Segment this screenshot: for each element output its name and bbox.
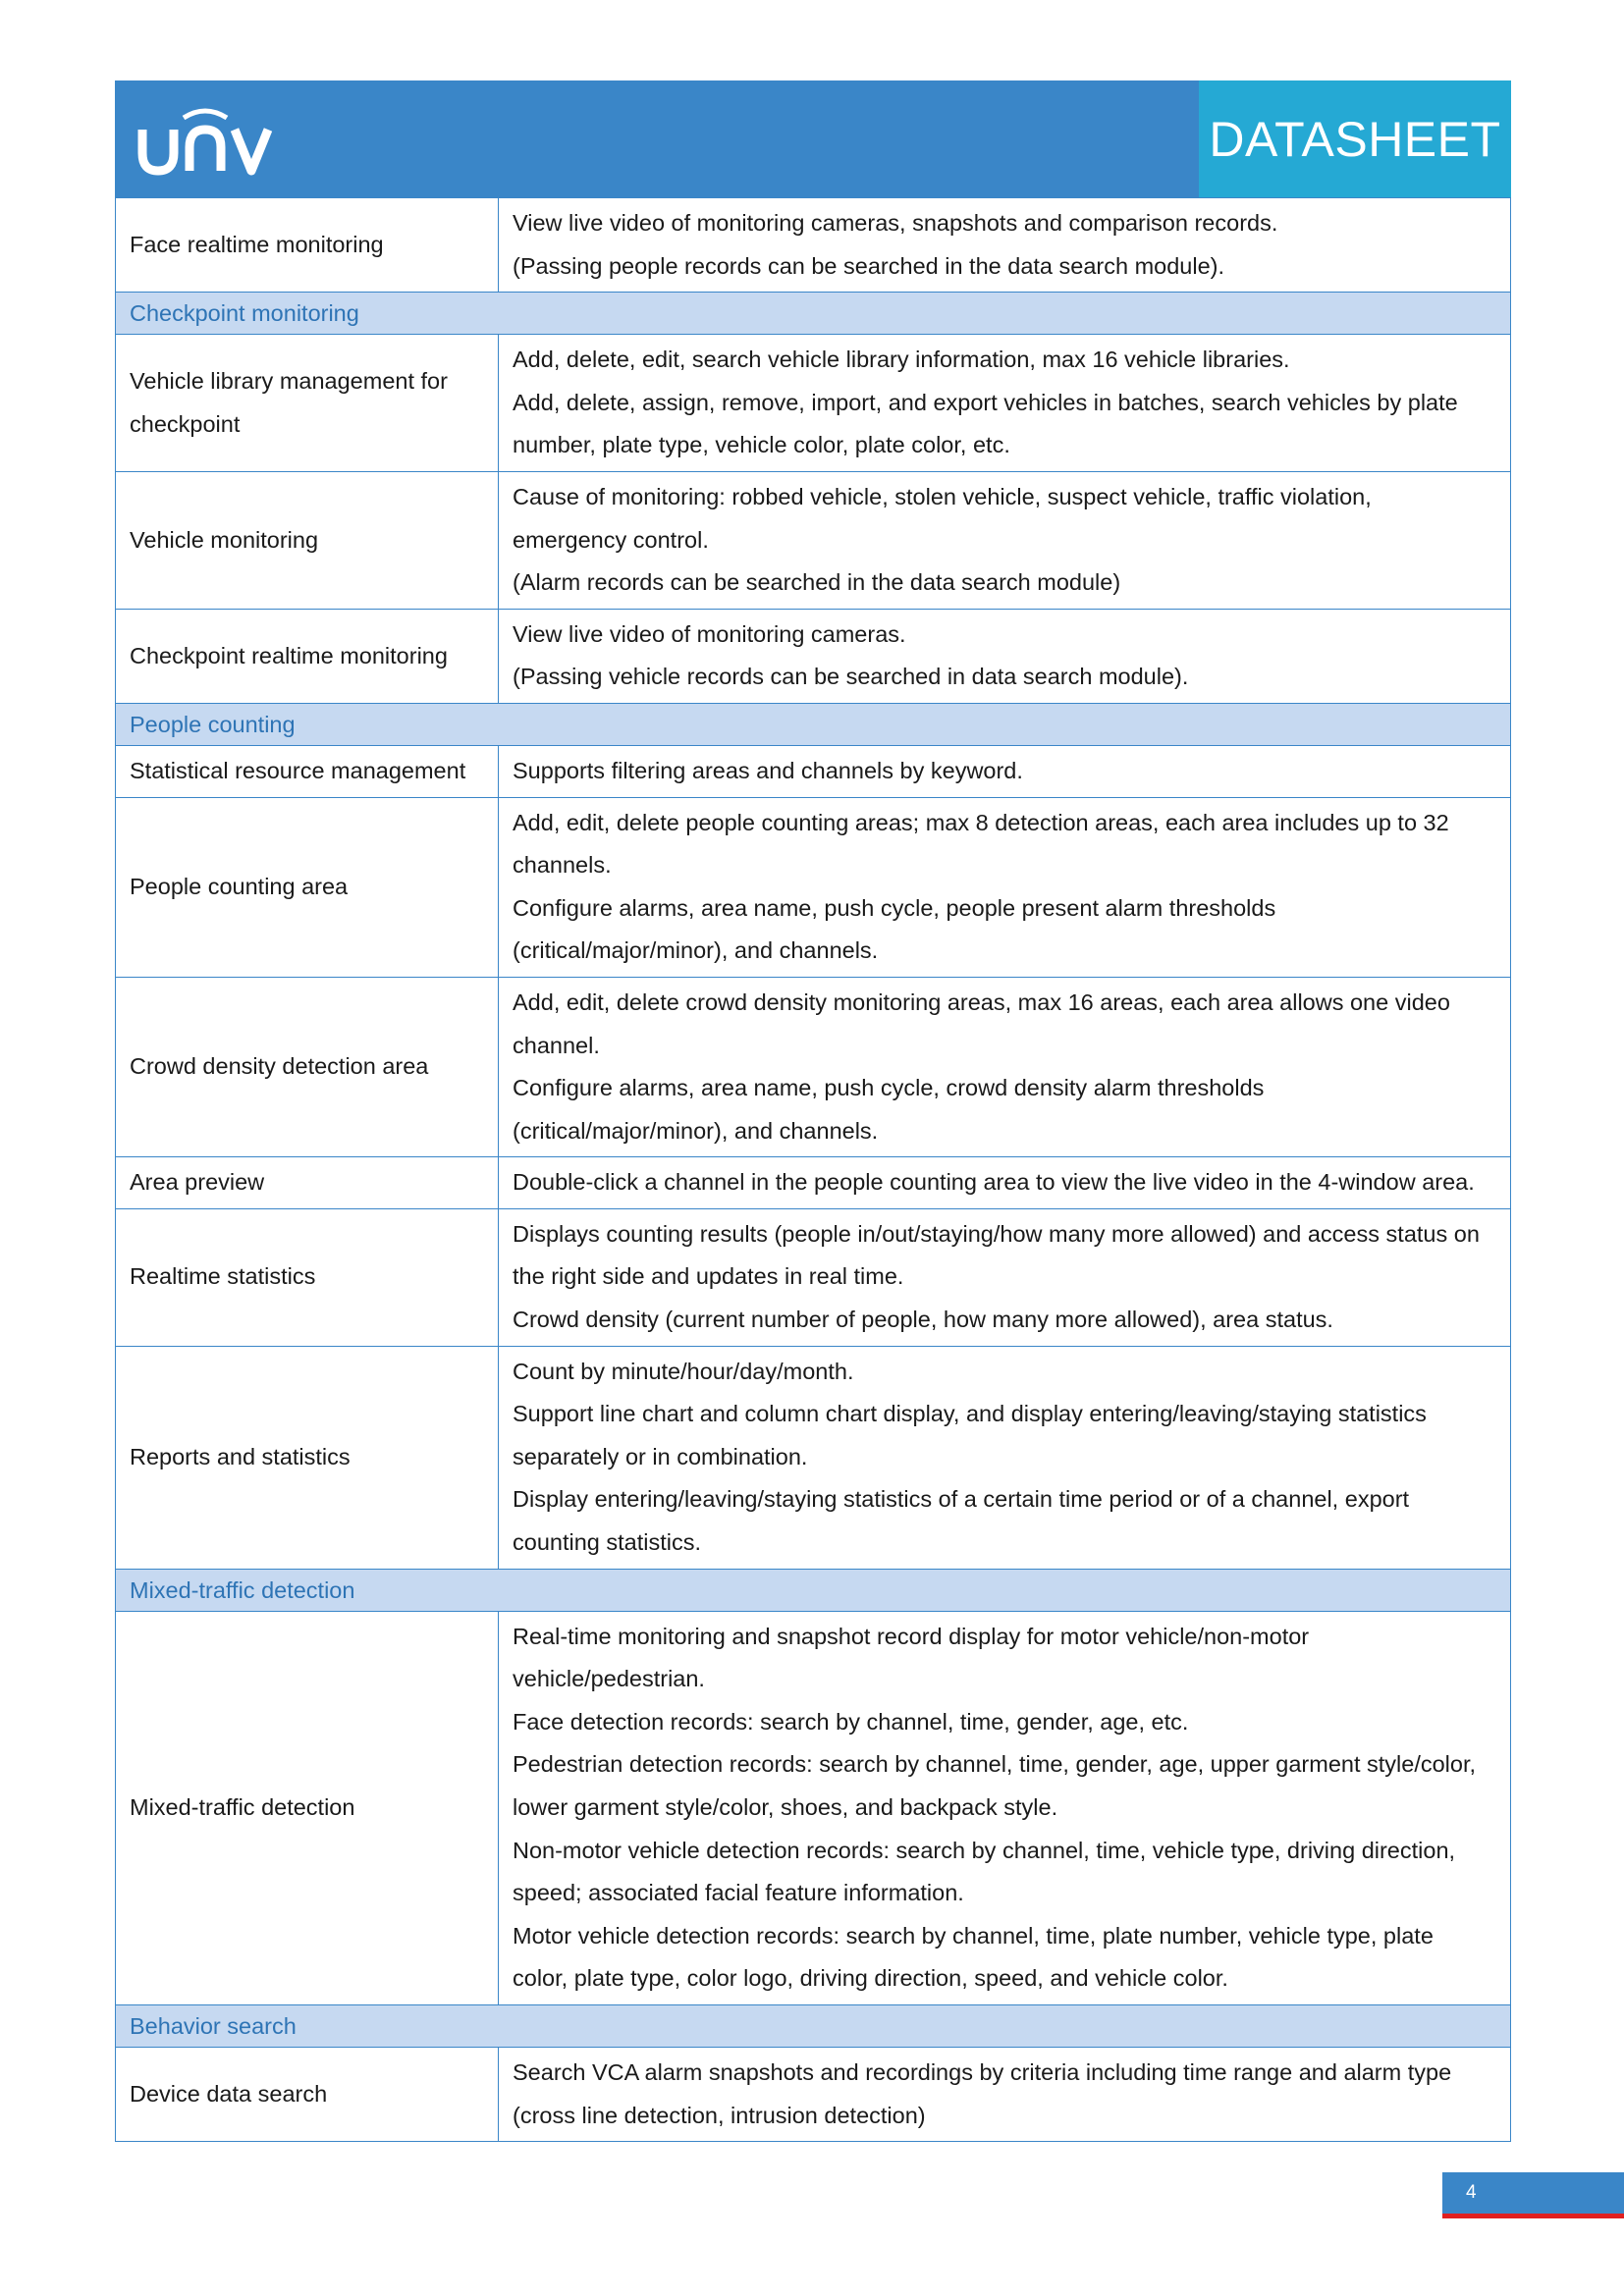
section-title: Mixed-traffic detection — [116, 1569, 1511, 1611]
section-header-row — [116, 1569, 1511, 1611]
feature-label: Checkpoint realtime monitoring — [116, 609, 499, 703]
section-header-row — [116, 2004, 1511, 2047]
feature-description — [499, 335, 1511, 472]
feature-label: Reports and statistics — [116, 1346, 499, 1569]
feature-description — [499, 609, 1511, 703]
description-line: Support line chart and column chart display, and display entering/leaving/staying statistics — [513, 1401, 1427, 1427]
feature-label: Area preview — [116, 1157, 499, 1209]
description-line: Configure alarms, area name, push cycle, people present alarm thresholds — [513, 894, 1276, 921]
description-line: channels. — [513, 852, 612, 879]
feature-label: People counting area — [116, 797, 499, 977]
description-line: Supports filtering areas and channels by keyword. — [513, 757, 1023, 783]
description-line: (Passing people records can be searched in the data search module). — [513, 252, 1225, 279]
feature-description — [499, 977, 1511, 1156]
table-row — [116, 471, 1511, 609]
unv-logo — [136, 102, 274, 181]
feature-label: Realtime statistics — [116, 1208, 499, 1346]
datasheet-badge: DATASHEET — [1199, 80, 1511, 197]
description-line: Count by minute/hour/day/month. — [513, 1358, 854, 1384]
table-row — [116, 335, 1511, 472]
table-row — [116, 745, 1511, 797]
page-number: 4 — [1466, 2182, 1477, 2203]
feature-label: Face realtime monitoring — [116, 198, 499, 293]
description-line: Face detection records: search by channel, time, gender, age, etc. — [513, 1708, 1189, 1735]
section-title: Checkpoint monitoring — [116, 293, 1511, 335]
table-row — [116, 609, 1511, 703]
description-line: Real-time monitoring and snapshot record display for motor vehicle/non-motor — [513, 1623, 1310, 1649]
description-line: Non-motor vehicle detection records: search by channel, time, vehicle type, driving direction, — [513, 1837, 1456, 1863]
section-header-row — [116, 293, 1511, 335]
feature-description — [499, 1346, 1511, 1569]
description-line: speed; associated facial feature information. — [513, 1880, 964, 1906]
table-row — [116, 198, 1511, 293]
table-row — [116, 2047, 1511, 2141]
feature-description — [499, 745, 1511, 797]
table-row — [116, 797, 1511, 977]
description-line: number, plate type, vehicle color, plate color, etc. — [513, 432, 1010, 458]
feature-description — [499, 471, 1511, 609]
description-line: emergency control. — [513, 526, 709, 553]
description-line: Configure alarms, area name, push cycle, crowd density alarm thresholds — [513, 1075, 1265, 1101]
description-line: View live video of monitoring cameras, snapshots and comparison records. — [513, 210, 1278, 236]
description-line: Add, delete, edit, search vehicle library information, max 16 vehicle libraries. — [513, 347, 1290, 373]
description-line: Double-click a channel in the people counting area to view the live video in the 4-window area. — [513, 1169, 1475, 1196]
description-line: Add, delete, assign, remove, import, and export vehicles in batches, search vehicles by plate — [513, 389, 1458, 415]
feature-label: Mixed-traffic detection — [116, 1611, 499, 2004]
description-line: (Alarm records can be searched in the data search module) — [513, 569, 1121, 596]
description-line: lower garment style/color, shoes, and backpack style. — [513, 1794, 1058, 1820]
description-line: Add, edit, delete people counting areas; max 8 detection areas, each area includes up to 32 — [513, 809, 1449, 835]
table-row — [116, 977, 1511, 1156]
page-number-box — [1442, 2172, 1624, 2214]
table-row — [116, 1346, 1511, 1569]
table-row — [116, 1611, 1511, 2004]
description-line: (cross line detection, intrusion detection) — [513, 2102, 926, 2128]
description-line: vehicle/pedestrian. — [513, 1666, 705, 1692]
section-title: People counting — [116, 703, 1511, 745]
feature-description — [499, 797, 1511, 977]
description-line: separately or in combination. — [513, 1443, 808, 1469]
document-header — [115, 80, 1511, 197]
description-line: Add, edit, delete crowd density monitoring areas, max 16 areas, each area allows one video — [513, 988, 1450, 1015]
description-line: View live video of monitoring cameras. — [513, 620, 906, 647]
feature-description — [499, 1157, 1511, 1209]
feature-description — [499, 1208, 1511, 1346]
description-line: the right side and updates in real time. — [513, 1263, 904, 1290]
description-line: counting statistics. — [513, 1529, 702, 1556]
feature-label: Vehicle library management for checkpoint — [116, 335, 499, 472]
description-line: (critical/major/minor), and channels. — [513, 1117, 879, 1144]
spec-table — [115, 197, 1511, 2142]
feature-description — [499, 198, 1511, 293]
table-row — [116, 1208, 1511, 1346]
description-line: Display entering/leaving/staying statistics of a certain time period or of a channel, export — [513, 1486, 1410, 1513]
table-row — [116, 1157, 1511, 1209]
feature-description — [499, 2047, 1511, 2141]
description-line: Motor vehicle detection records: search by channel, time, plate number, vehicle type, plate — [513, 1922, 1434, 1949]
feature-label: Crowd density detection area — [116, 977, 499, 1156]
section-title: Behavior search — [116, 2004, 1511, 2047]
feature-label: Device data search — [116, 2047, 499, 2141]
description-line: Search VCA alarm snapshots and recordings by criteria including time range and alarm type — [513, 2058, 1452, 2085]
page-number-underline — [1442, 2214, 1624, 2218]
section-header-row — [116, 703, 1511, 745]
description-line: (critical/major/minor), and channels. — [513, 937, 879, 964]
description-line: Crowd density (current number of people, how many more allowed), area status. — [513, 1307, 1333, 1333]
feature-label: Vehicle monitoring — [116, 471, 499, 609]
description-line: channel. — [513, 1032, 600, 1058]
description-line: Cause of monitoring: robbed vehicle, stolen vehicle, suspect vehicle, traffic violation, — [513, 483, 1372, 509]
description-line: (Passing vehicle records can be searched in data search module). — [513, 664, 1189, 690]
feature-label: Statistical resource management — [116, 745, 499, 797]
description-line: color, plate type, color logo, driving direction, speed, and vehicle color. — [513, 1965, 1228, 1992]
feature-description — [499, 1611, 1511, 2004]
description-line: Displays counting results (people in/out/staying/how many more allowed) and access status on — [513, 1220, 1480, 1247]
description-line: Pedestrian detection records: search by channel, time, gender, age, upper garment style/color, — [513, 1751, 1477, 1778]
